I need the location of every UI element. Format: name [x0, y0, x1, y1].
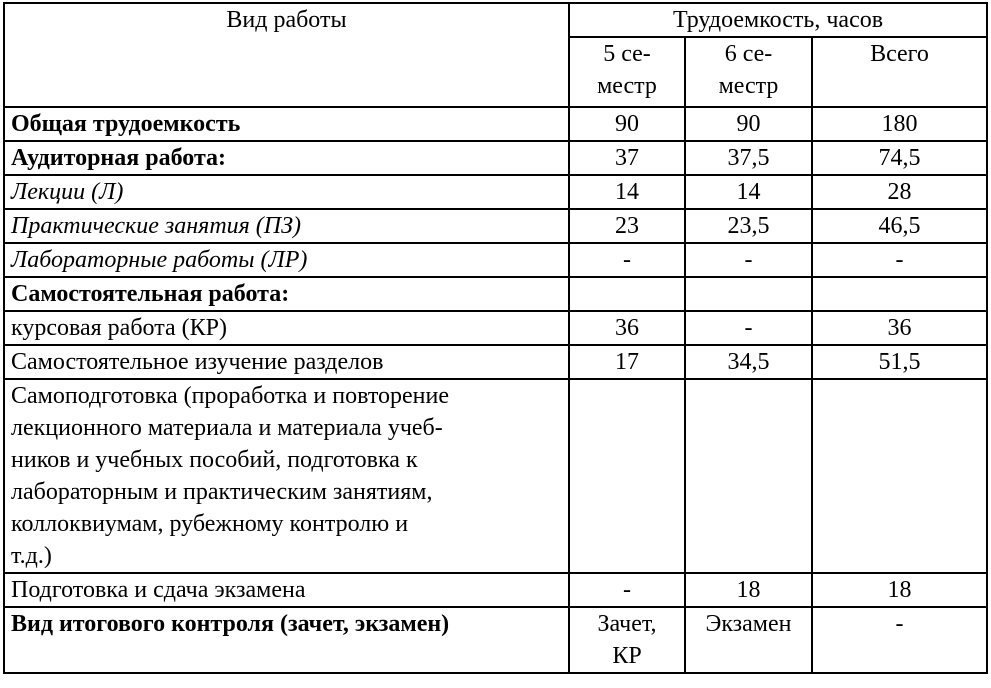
workload-table [3, 2, 988, 674]
table-row [4, 573, 987, 607]
cell-semester-6: - [685, 243, 812, 277]
cell-semester-6: 14 [685, 175, 812, 209]
cell-semester-6: - [685, 311, 812, 345]
cell-semester-6: 90 [685, 107, 812, 141]
row-label: Самостоятельная работа: [4, 277, 569, 311]
cell-semester-6: 23,5 [685, 209, 812, 243]
row-label: курсовая работа (КР) [4, 311, 569, 345]
cell-semester-5-line2: КР [612, 643, 642, 669]
table-row [4, 277, 987, 311]
table-row [4, 345, 987, 379]
cell-semester-6: 18 [685, 573, 812, 607]
cell-semester-6: 34,5 [685, 345, 812, 379]
cell-total: 36 [812, 311, 987, 345]
cell-total [812, 379, 987, 573]
cell-semester-5: - [569, 243, 685, 277]
cell-total: - [812, 243, 987, 277]
cell-semester-6 [685, 277, 812, 311]
cell-total: 28 [812, 175, 987, 209]
row-label-line: коллоквиумам, рубежному контролю и [11, 511, 409, 537]
cell-total [812, 277, 987, 311]
cell-semester-6 [685, 379, 812, 573]
cell-total: - [812, 607, 987, 673]
header-total: Всего [812, 37, 987, 107]
row-label-line: Самоподготовка (проработка и повторение [11, 383, 449, 409]
header-semester-5-line2: местр [597, 73, 657, 99]
header-semester-5-line1: 5 се- [603, 41, 651, 67]
row-label: Вид итогового контроля (зачет, экзамен) [4, 607, 569, 673]
header-semester-6 [685, 37, 812, 107]
header-labor-hours: Трудоемкость, часов [569, 3, 987, 37]
row-label-line: ников и учебных пособий, подготовка к [11, 447, 418, 473]
row-label-line: т.д.) [11, 543, 52, 569]
cell-total: 18 [812, 573, 987, 607]
cell-semester-5: 23 [569, 209, 685, 243]
cell-semester-6: 37,5 [685, 141, 812, 175]
cell-total: 46,5 [812, 209, 987, 243]
cell-semester-6: Экзамен [685, 607, 812, 673]
row-label-line: лекционного материала и материала учеб- [11, 415, 443, 441]
row-label: Аудиторная работа: [4, 141, 569, 175]
table-row [4, 141, 987, 175]
cell-semester-5 [569, 607, 685, 673]
cell-semester-5: 90 [569, 107, 685, 141]
table-row [4, 175, 987, 209]
cell-semester-5: 37 [569, 141, 685, 175]
table-row [4, 243, 987, 277]
header-semester-6-line1: 6 се- [724, 41, 773, 67]
table-row [4, 607, 987, 673]
cell-semester-5-line1: Зачет, [597, 611, 657, 637]
cell-semester-5 [569, 277, 685, 311]
cell-semester-5: 14 [569, 175, 685, 209]
table-row [4, 209, 987, 243]
cell-semester-5: - [569, 573, 685, 607]
header-work-type: Вид работы [4, 3, 569, 107]
cell-semester-5 [569, 379, 685, 573]
row-label: Самостоятельное изучение разделов [4, 345, 569, 379]
table-row [4, 311, 987, 345]
header-semester-6-line2: местр [718, 73, 779, 99]
row-label-line: лабораторным и практическим занятиям, [11, 479, 433, 505]
cell-semester-5: 17 [569, 345, 685, 379]
row-label: Подготовка и сдача экзамена [4, 573, 569, 607]
cell-total: 74,5 [812, 141, 987, 175]
row-label: Практические занятия (ПЗ) [4, 209, 569, 243]
header-semester-5 [569, 37, 685, 107]
cell-total: 51,5 [812, 345, 987, 379]
row-label: Общая трудоемкость [4, 107, 569, 141]
table-row [4, 107, 987, 141]
cell-total: 180 [812, 107, 987, 141]
table-row [4, 379, 987, 573]
header-row-1 [4, 3, 987, 37]
row-label: Лекции (Л) [4, 175, 569, 209]
row-label [4, 379, 569, 573]
row-label: Лабораторные работы (ЛР) [4, 243, 569, 277]
cell-semester-5: 36 [569, 311, 685, 345]
